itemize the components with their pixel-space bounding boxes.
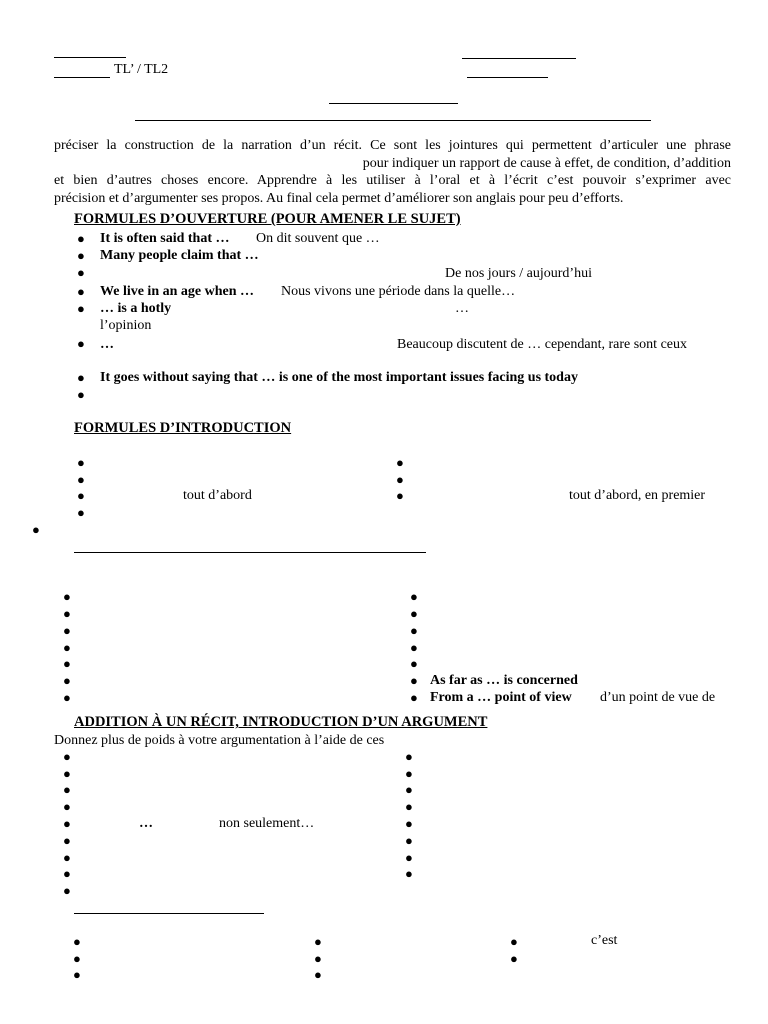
intro-line-4: précision et d’argumenter ses propos. Au final cela permet d’améliorer son anglais pour peu d’efforts. [54,190,624,206]
bullet: ● [405,749,413,764]
introduction-heading: FORMULES D’INTRODUCTION [74,420,292,436]
bullet: ● [63,623,71,638]
title-underline [135,120,651,121]
ouverture-item-4-en: We live in an age when … [100,284,255,299]
bullet: ● [410,606,418,621]
ouverture-item-2-en: Many people claim that … [100,248,259,263]
ouverture-item-7-en: It goes without saying that … is one of the most important issues facing us today [100,370,578,385]
ouverture-item-5-dots: … [455,301,469,316]
bullet: ● [314,951,322,966]
header-blank-right-1 [462,58,576,59]
bullet: ● [63,782,71,797]
bullet: ● [396,455,404,470]
section-3-item-7-fr: d’un point de vue de [600,690,716,705]
bullet: ● [410,589,418,604]
intro-line-1: préciser la construction de la narration d’un récit. Ce sont les jointures qui permettent d’articuler une phrase [54,138,731,153]
bullet: ● [510,934,518,949]
bullet: ● [314,934,322,949]
ouverture-item-5-cont: l’opinion [100,318,152,333]
bullet: ● [77,265,85,280]
bullet: ● [63,816,71,831]
addition-item-5-en: … [139,816,153,831]
ouverture-item-3-fr: De nos jours / aujourd’hui [445,266,592,281]
bullet: ● [410,640,418,655]
intro-line-3: et bien d’autres choses encore. Apprendre à les utiliser à l’oral et à l’écrit c’est pouvoir s’exprimer avec [54,173,731,188]
ouverture-item-5-en: … is a hotly [100,301,172,316]
bullet: ● [77,387,85,402]
ouverture-heading: FORMULES D’OUVERTURE (POUR AMENER LE SUJET) [74,211,461,227]
bullet: ● [410,690,418,705]
bullet: ● [77,488,85,503]
bullet: ● [405,816,413,831]
bullet: ● [510,951,518,966]
bullet: ● [405,782,413,797]
introduction-right-item-3: tout d’abord, en premier [569,488,706,503]
bullet: ● [77,248,85,263]
addition-item-5-fr: non seulement… [219,816,315,831]
ouverture-item-6-fr: Beaucoup discutent de … cependant, rare sont ceux [397,337,688,352]
bullet: ● [405,799,413,814]
bullet: ● [77,301,85,316]
bullet: ● [63,690,71,705]
bullet: ● [32,522,40,537]
bullet: ● [410,656,418,671]
bullet: ● [63,850,71,865]
bullet: ● [410,673,418,688]
bullet: ● [405,833,413,848]
bullet: ● [63,673,71,688]
bullet: ● [77,455,85,470]
bullet: ● [63,606,71,621]
bullet: ● [63,640,71,655]
bullet: ● [63,833,71,848]
class-label: TL’ / TL2 [114,62,169,77]
bullet: ● [314,967,322,982]
header-blank-left-2 [54,77,110,78]
bullet: ● [405,850,413,865]
bullet: ● [77,231,85,246]
addition-heading: ADDITION À UN RÉCIT, INTRODUCTION D’UN ARGUMENT [74,714,488,730]
bullet: ● [405,766,413,781]
bullet: ● [73,934,81,949]
addition-subtitle: Donnez plus de poids à votre argumentation à l’aide de ces [54,733,385,748]
section-5-heading-blank [74,913,264,914]
bullet: ● [77,505,85,520]
ouverture-item-4-fr: Nous vivons une période dans la quelle… [281,284,516,299]
ouverture-item-1-fr: On dit souvent que … [256,231,380,246]
introduction-left-item-3: tout d’abord [183,488,252,503]
bullet: ● [77,284,85,299]
bullet: ● [396,488,404,503]
section-3-item-7-en: From a … point of view [430,690,572,705]
bullet: ● [410,623,418,638]
bullet: ● [73,967,81,982]
bullet: ● [63,866,71,881]
section-5-right-item-1: c’est [591,933,618,948]
section-3-heading-blank [74,552,426,553]
ouverture-item-6-en: … [100,337,114,352]
bullet: ● [63,799,71,814]
bullet: ● [63,589,71,604]
intro-line-2: pour indiquer un rapport de cause à effet, de condition, d’addition [362,155,731,171]
bullet: ● [63,883,71,898]
bullet: ● [405,866,413,881]
bullet: ● [77,370,85,385]
header-blank-right-2 [467,77,548,78]
header-blank-left-1 [54,57,126,58]
section-3-item-6-en: As far as … is concerned [430,673,578,688]
bullet: ● [63,656,71,671]
ouverture-item-1-en: It is often said that … [100,231,230,246]
bullet: ● [77,472,85,487]
bullet: ● [63,749,71,764]
bullet: ● [63,766,71,781]
intro-paragraph [54,137,731,207]
bullet: ● [396,472,404,487]
title-blank [329,103,458,104]
bullet: ● [73,951,81,966]
bullet: ● [77,336,85,351]
